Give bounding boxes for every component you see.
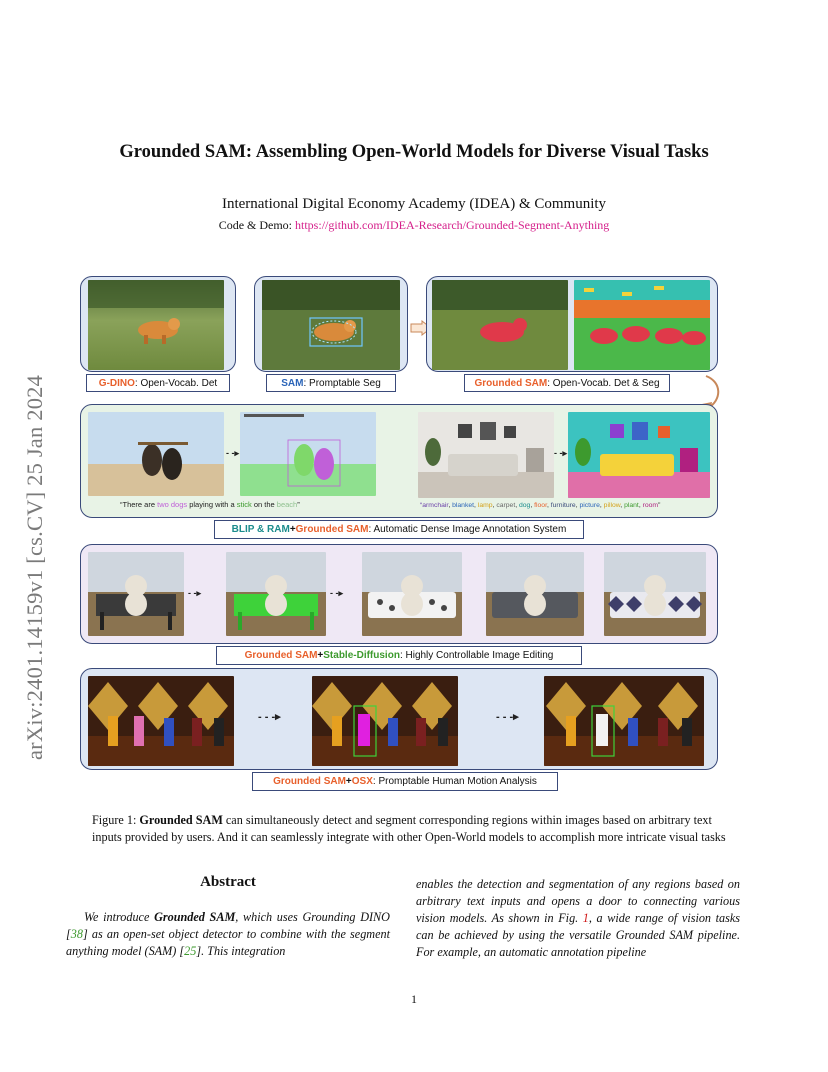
abs-l-p2: , which uses Grounding DINO [ (66, 910, 390, 941)
room-tag-18: plant (624, 502, 639, 509)
image-corgi-field (88, 280, 224, 370)
label-editing (216, 646, 582, 665)
abs-r-p1: enables the detection and segmentation of any regions based on arbitrary text inputs and opens a door to connecting various vision models. As shown in Fig. (416, 877, 740, 925)
room-tag-16: pillow (603, 502, 621, 509)
abstract-left-text (66, 909, 390, 960)
dash-arrow-icon-4: - -▸ (330, 588, 344, 598)
room-tag-13: , (575, 502, 580, 509)
label-blip-ram: BLIP & RAM (231, 524, 290, 535)
dash-arrow-icon-5: - - -▸ (258, 711, 281, 723)
label-plus-1: + (289, 524, 296, 535)
image-dog-bench-green (226, 552, 326, 636)
image-dogs-annotated (240, 412, 376, 496)
caption-dogs-p2: playing with a (187, 500, 237, 509)
dash-arrow-icon: - -▸ (226, 448, 240, 458)
caption-bold: Grounded SAM (139, 813, 223, 827)
code-prefix: Code & Demo: (218, 218, 296, 232)
abstract-right-column (416, 876, 740, 961)
caption-dogs-p4: ” (297, 500, 300, 509)
room-tag-2: blanket (452, 502, 475, 509)
room-tag-20: room (642, 502, 659, 509)
code-demo-line (0, 218, 828, 233)
room-tag-0: “armchair (420, 502, 449, 509)
affiliation: International Digital Economy Academy (IDEA) & Community (221, 196, 607, 212)
label-stable-diffusion: Stable-Diffusion (323, 650, 400, 661)
caption-dogs (120, 500, 300, 509)
label-motion (252, 772, 558, 791)
caption-text: can simultaneously detect and segment corresponding regions within images based on arbitrary text inputs provided by users. And it can seamlessly integrate with other Open-World models to accomplish more intricate visual tasks (92, 813, 726, 844)
image-dogs-beach (88, 412, 224, 496)
label-gsam-name: Grounded SAM (474, 377, 548, 389)
abs-l-p1: We introduce (84, 910, 155, 924)
caption-dogs-beach: beach (276, 500, 298, 509)
label-osx: OSX (351, 776, 373, 787)
label-annotation-rest: : Automatic Dense Image Annotation System (368, 524, 567, 535)
label-sam-name: SAM (281, 377, 304, 389)
ref-25[interactable]: 25 (184, 944, 197, 958)
room-tag-14: picture (579, 502, 600, 509)
arxiv-stamp: arXiv:2401.14159v1 [cs.CV] 25 Jan 2024 (22, 374, 47, 760)
image-corgi-prompt (262, 280, 400, 370)
label-grounded-sam (464, 374, 670, 392)
room-tag-17: , (620, 502, 625, 509)
abs-l-b1: Grounded SAM (154, 910, 236, 924)
label-gsam-3: Grounded SAM (244, 650, 318, 661)
image-living-room-annotated (568, 412, 710, 498)
dash-arrow-icon-2: - -▸ (554, 448, 568, 458)
figure-1 (76, 270, 724, 802)
room-tag-21: ” (658, 502, 661, 509)
room-tag-8: dog (519, 502, 531, 509)
room-tag-7: , (515, 502, 519, 509)
image-corgi-segmented (432, 280, 568, 370)
image-stage-pink-segmented (312, 676, 458, 766)
image-dog-sofa-patterned (362, 552, 462, 636)
label-gdino (86, 374, 230, 392)
label-gdino-name: G-DINO (98, 377, 135, 389)
label-motion-rest: : Promptable Human Motion Analysis (372, 776, 537, 787)
ref-fig-1[interactable]: 1 (582, 911, 589, 925)
caption-dogs-stick: stick (236, 500, 252, 509)
abs-l-p3: ] as an open-set object detector to combine with the segment anything model (SAM) [ (66, 927, 390, 958)
image-dog-sofa-ikat (604, 552, 706, 636)
abs-l-p4: ]. This integration (196, 944, 286, 958)
room-tag-19: , (638, 502, 643, 509)
ref-38[interactable]: 38 (70, 927, 83, 941)
abs-r-p2: , a wide range of vision tasks can be achieved by using the versatile Grounded SAM pipeline. For example, an automatic annotation pipeline (416, 911, 740, 959)
image-dog-bench-original (88, 552, 184, 636)
label-annotation (214, 520, 584, 539)
label-gsam-2: Grounded SAM (295, 524, 369, 535)
room-tag-4: lamp (477, 502, 493, 509)
label-sam (266, 374, 396, 392)
label-plus-3: + (345, 776, 352, 787)
dash-arrow-icon-3: - -▸ (188, 588, 202, 598)
abstract-heading: Abstract (200, 874, 256, 890)
room-tag-15: , (599, 502, 604, 509)
image-horses-segmented (574, 280, 710, 370)
abstract-right-text (416, 876, 740, 961)
room-tag-10: floor (534, 502, 547, 509)
label-gsam-rest: : Open-Vocab. Det & Seg (547, 377, 660, 389)
page-number: 1 (411, 992, 417, 1006)
room-tag-6: carpet (496, 502, 516, 509)
image-living-room (418, 412, 554, 498)
caption-room-tags (420, 502, 660, 509)
room-tag-9: , (530, 502, 535, 509)
room-tag-5: , (492, 502, 497, 509)
image-stage-original (88, 676, 234, 766)
room-tag-3: , (474, 502, 478, 509)
label-sam-rest: : Promptable Seg (303, 377, 381, 389)
image-dog-sofa-grey (486, 552, 584, 636)
dash-arrow-icon-6: - - -▸ (496, 711, 519, 723)
room-tag-12: furniture (550, 502, 576, 509)
abstract-left-column (66, 874, 390, 960)
figure-caption (92, 812, 740, 846)
room-tag-1: , (448, 502, 453, 509)
caption-dogs-two-dogs: two dogs (157, 500, 188, 509)
room-tag-11: , (546, 502, 551, 509)
image-stage-white-segmented (544, 676, 704, 766)
github-link[interactable]: https://github.com/IDEA-Research/Grounded-Segment-Anything (295, 218, 610, 232)
label-editing-rest: : Highly Controllable Image Editing (399, 650, 554, 661)
caption-dogs-p1: “There are (120, 500, 158, 509)
caption-prefix: Figure 1: (92, 813, 140, 827)
label-gsam-4: Grounded SAM (273, 776, 346, 787)
caption-dogs-p3: on the (251, 500, 277, 509)
paper-title: Grounded SAM: Assembling Open-World Models for Diverse Visual Tasks (119, 142, 709, 162)
label-plus-2: + (317, 650, 324, 661)
label-gdino-rest: : Open-Vocab. Det (134, 377, 218, 389)
